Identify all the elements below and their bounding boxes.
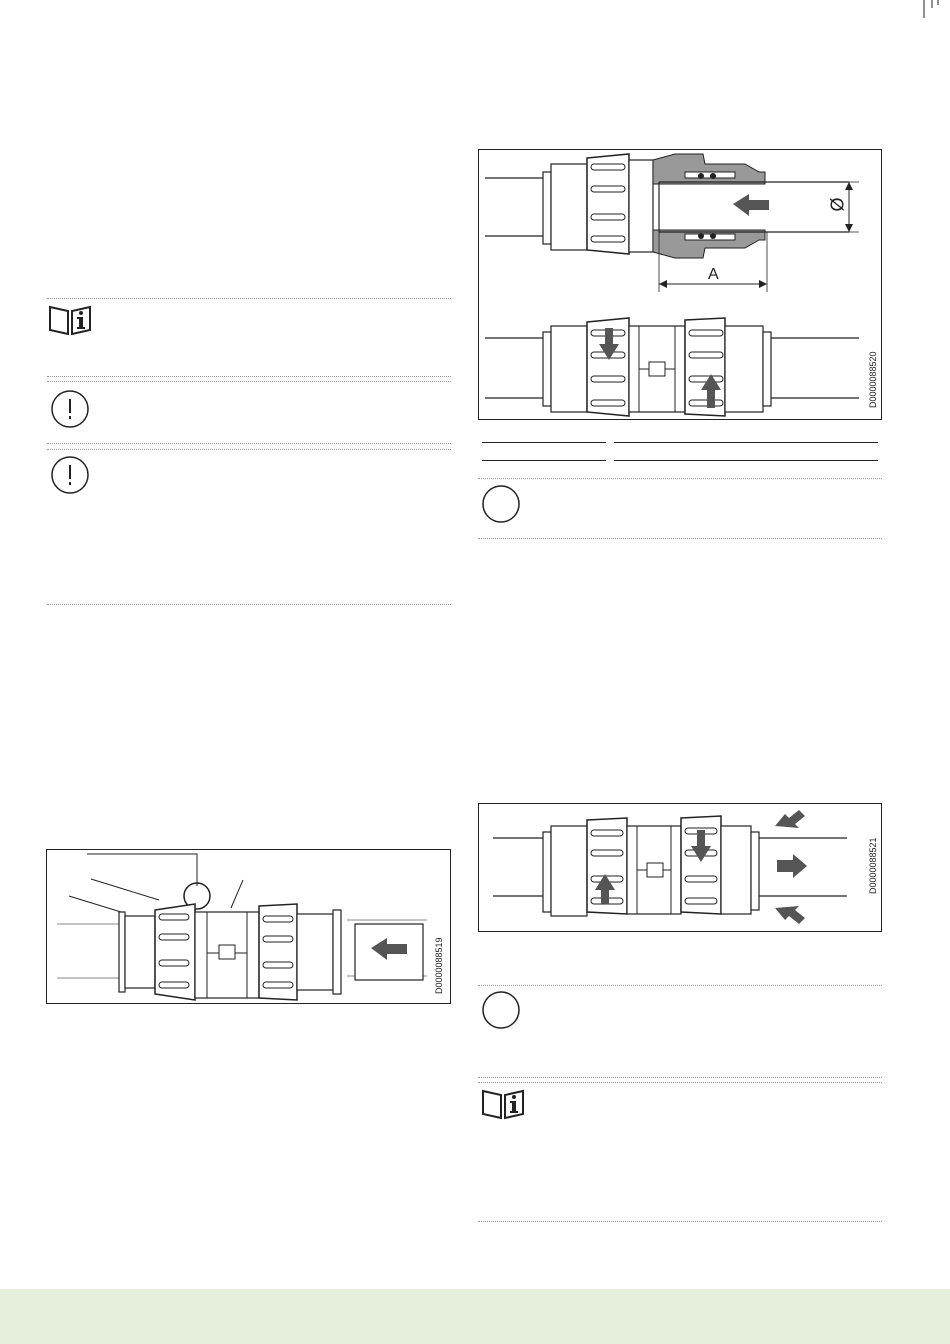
coupling-release-figure [478, 803, 882, 932]
blank-circle-icon [481, 990, 521, 1030]
table-rule [482, 442, 606, 443]
left-divider [47, 376, 451, 377]
coupling-section-drawing [479, 150, 881, 419]
figure-id-label: D0000088521 [868, 837, 878, 894]
coupling-section-figure [478, 149, 882, 420]
left-divider [47, 298, 451, 299]
left-divider [47, 604, 451, 605]
blank-circle-icon [481, 484, 521, 524]
right-divider [478, 1221, 882, 1222]
right-divider [478, 478, 882, 479]
right-divider [478, 538, 882, 539]
footer-band [0, 1289, 950, 1344]
dimension-a-label: A [708, 266, 719, 283]
right-divider [478, 1077, 882, 1078]
figure-id-label: D0000088520 [868, 351, 878, 408]
left-divider [47, 381, 451, 382]
info-book-icon [47, 303, 93, 337]
coupling-release-drawing [479, 804, 881, 931]
corner-ticks [910, 0, 950, 40]
left-divider [47, 443, 451, 444]
info-book-icon [480, 1087, 526, 1121]
coupling-callout-figure [46, 849, 451, 1004]
exclamation-circle-icon [50, 455, 90, 495]
table-rule [614, 442, 878, 443]
exclamation-circle-icon [50, 389, 90, 429]
right-divider [478, 985, 882, 986]
figure-id-label: D0000088519 [434, 937, 444, 994]
right-divider [478, 1082, 882, 1083]
left-divider [47, 449, 451, 450]
coupling-callout-drawing [47, 850, 450, 1003]
table-rule [482, 460, 606, 461]
table-rule [614, 460, 878, 461]
dimension-diameter-label: Ø [827, 197, 848, 212]
